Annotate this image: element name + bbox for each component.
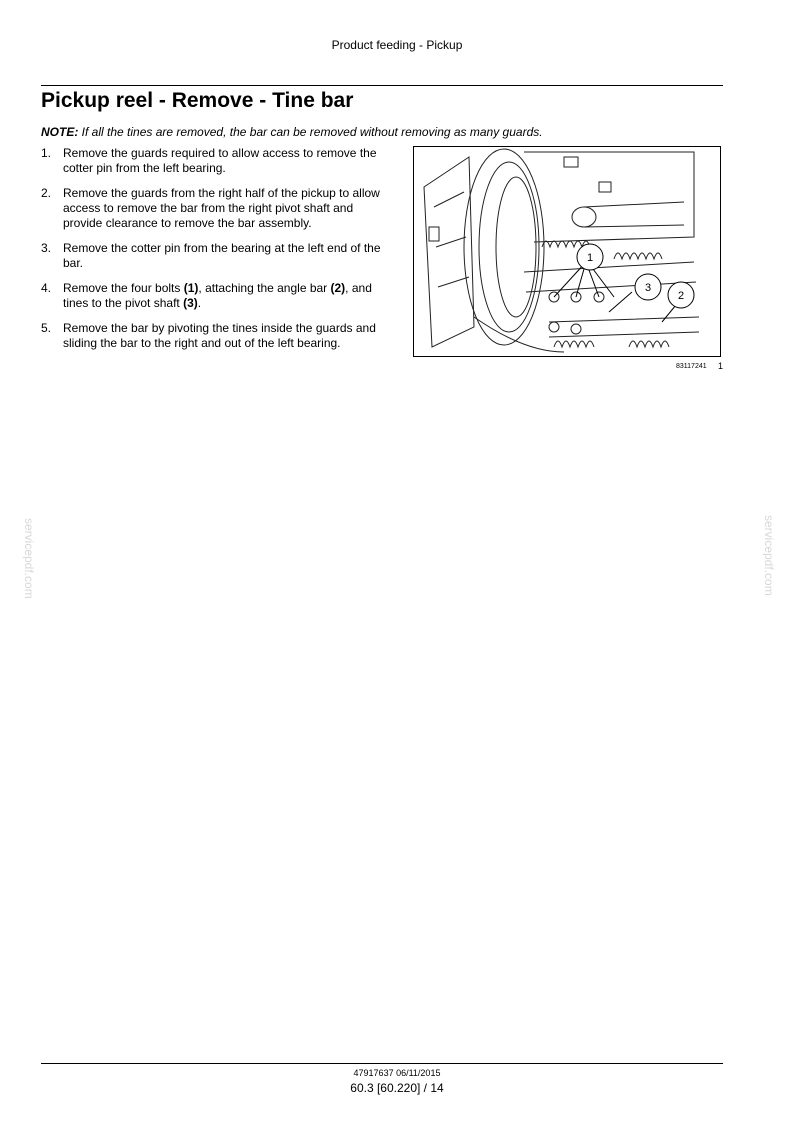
ref-bolts: (1): [183, 281, 199, 295]
step-number: 5.: [41, 321, 52, 335]
step-item: [41, 146, 386, 176]
step-item: [41, 321, 386, 351]
callout-3: [635, 274, 661, 300]
callout-1: [577, 244, 603, 270]
step-text: Remove the bar by pivoting the tines inside the guards and sliding the bar to the right and out of the left bearing.: [63, 321, 376, 350]
step-text-part: Remove the four bolts: [63, 281, 184, 295]
footer-rule: [41, 1063, 723, 1064]
watermark-right: servicepdf.com: [762, 515, 776, 596]
step-item: [41, 281, 386, 311]
ref-angle-bar: (2): [330, 281, 346, 295]
step-text-part: , attaching the angle bar: [198, 281, 331, 295]
procedure-steps: [41, 146, 386, 361]
callout-2: [668, 282, 694, 308]
callout-1-label: 1: [586, 252, 594, 264]
callout-2-label: 2: [677, 290, 685, 302]
ref-pivot-shaft: (3): [183, 296, 198, 310]
step-text-part: , and tines to the pivot shaft: [63, 281, 372, 310]
footer-page-ref: 60.3 [60.220] / 14: [350, 1081, 444, 1095]
step-number: 4.: [41, 281, 52, 295]
step-number: 3.: [41, 241, 52, 255]
page-title: Pickup reel - Remove - Tine bar: [41, 89, 354, 112]
watermark-left: servicepdf.com: [22, 518, 36, 599]
footer-doc-info: 47917637 06/11/2015: [353, 1068, 441, 1078]
step-number: 1.: [41, 146, 52, 160]
step-text: Remove the guards required to allow access to remove the cotter pin from the left bearing.: [63, 146, 377, 175]
step-item: [41, 241, 386, 271]
figure-image-id: 83117241: [676, 363, 707, 370]
pickup-reel-illustration: [414, 147, 720, 356]
note-label: NOTE:: [41, 125, 79, 139]
note-text: If all the tines are removed, the bar can be removed without removing as many guards.: [78, 125, 543, 139]
note: [41, 125, 731, 139]
step-number: 2.: [41, 186, 52, 200]
step-text: [63, 281, 386, 311]
header-rule: [41, 85, 723, 86]
step-item: [41, 186, 386, 231]
callout-3-label: 3: [644, 282, 652, 294]
step-text: Remove the guards from the right half of the pickup to allow access to remove the bar from the right pivot shaft and provide clearance to remove the bar assembly.: [63, 186, 380, 230]
figure-number: 1: [718, 361, 724, 371]
step-text: Remove the cotter pin from the bearing at the left end of the bar.: [63, 241, 381, 270]
running-header: Product feeding - Pickup: [331, 38, 463, 52]
pickup-reel-figure: [413, 146, 721, 357]
step-text-part: .: [197, 296, 202, 310]
